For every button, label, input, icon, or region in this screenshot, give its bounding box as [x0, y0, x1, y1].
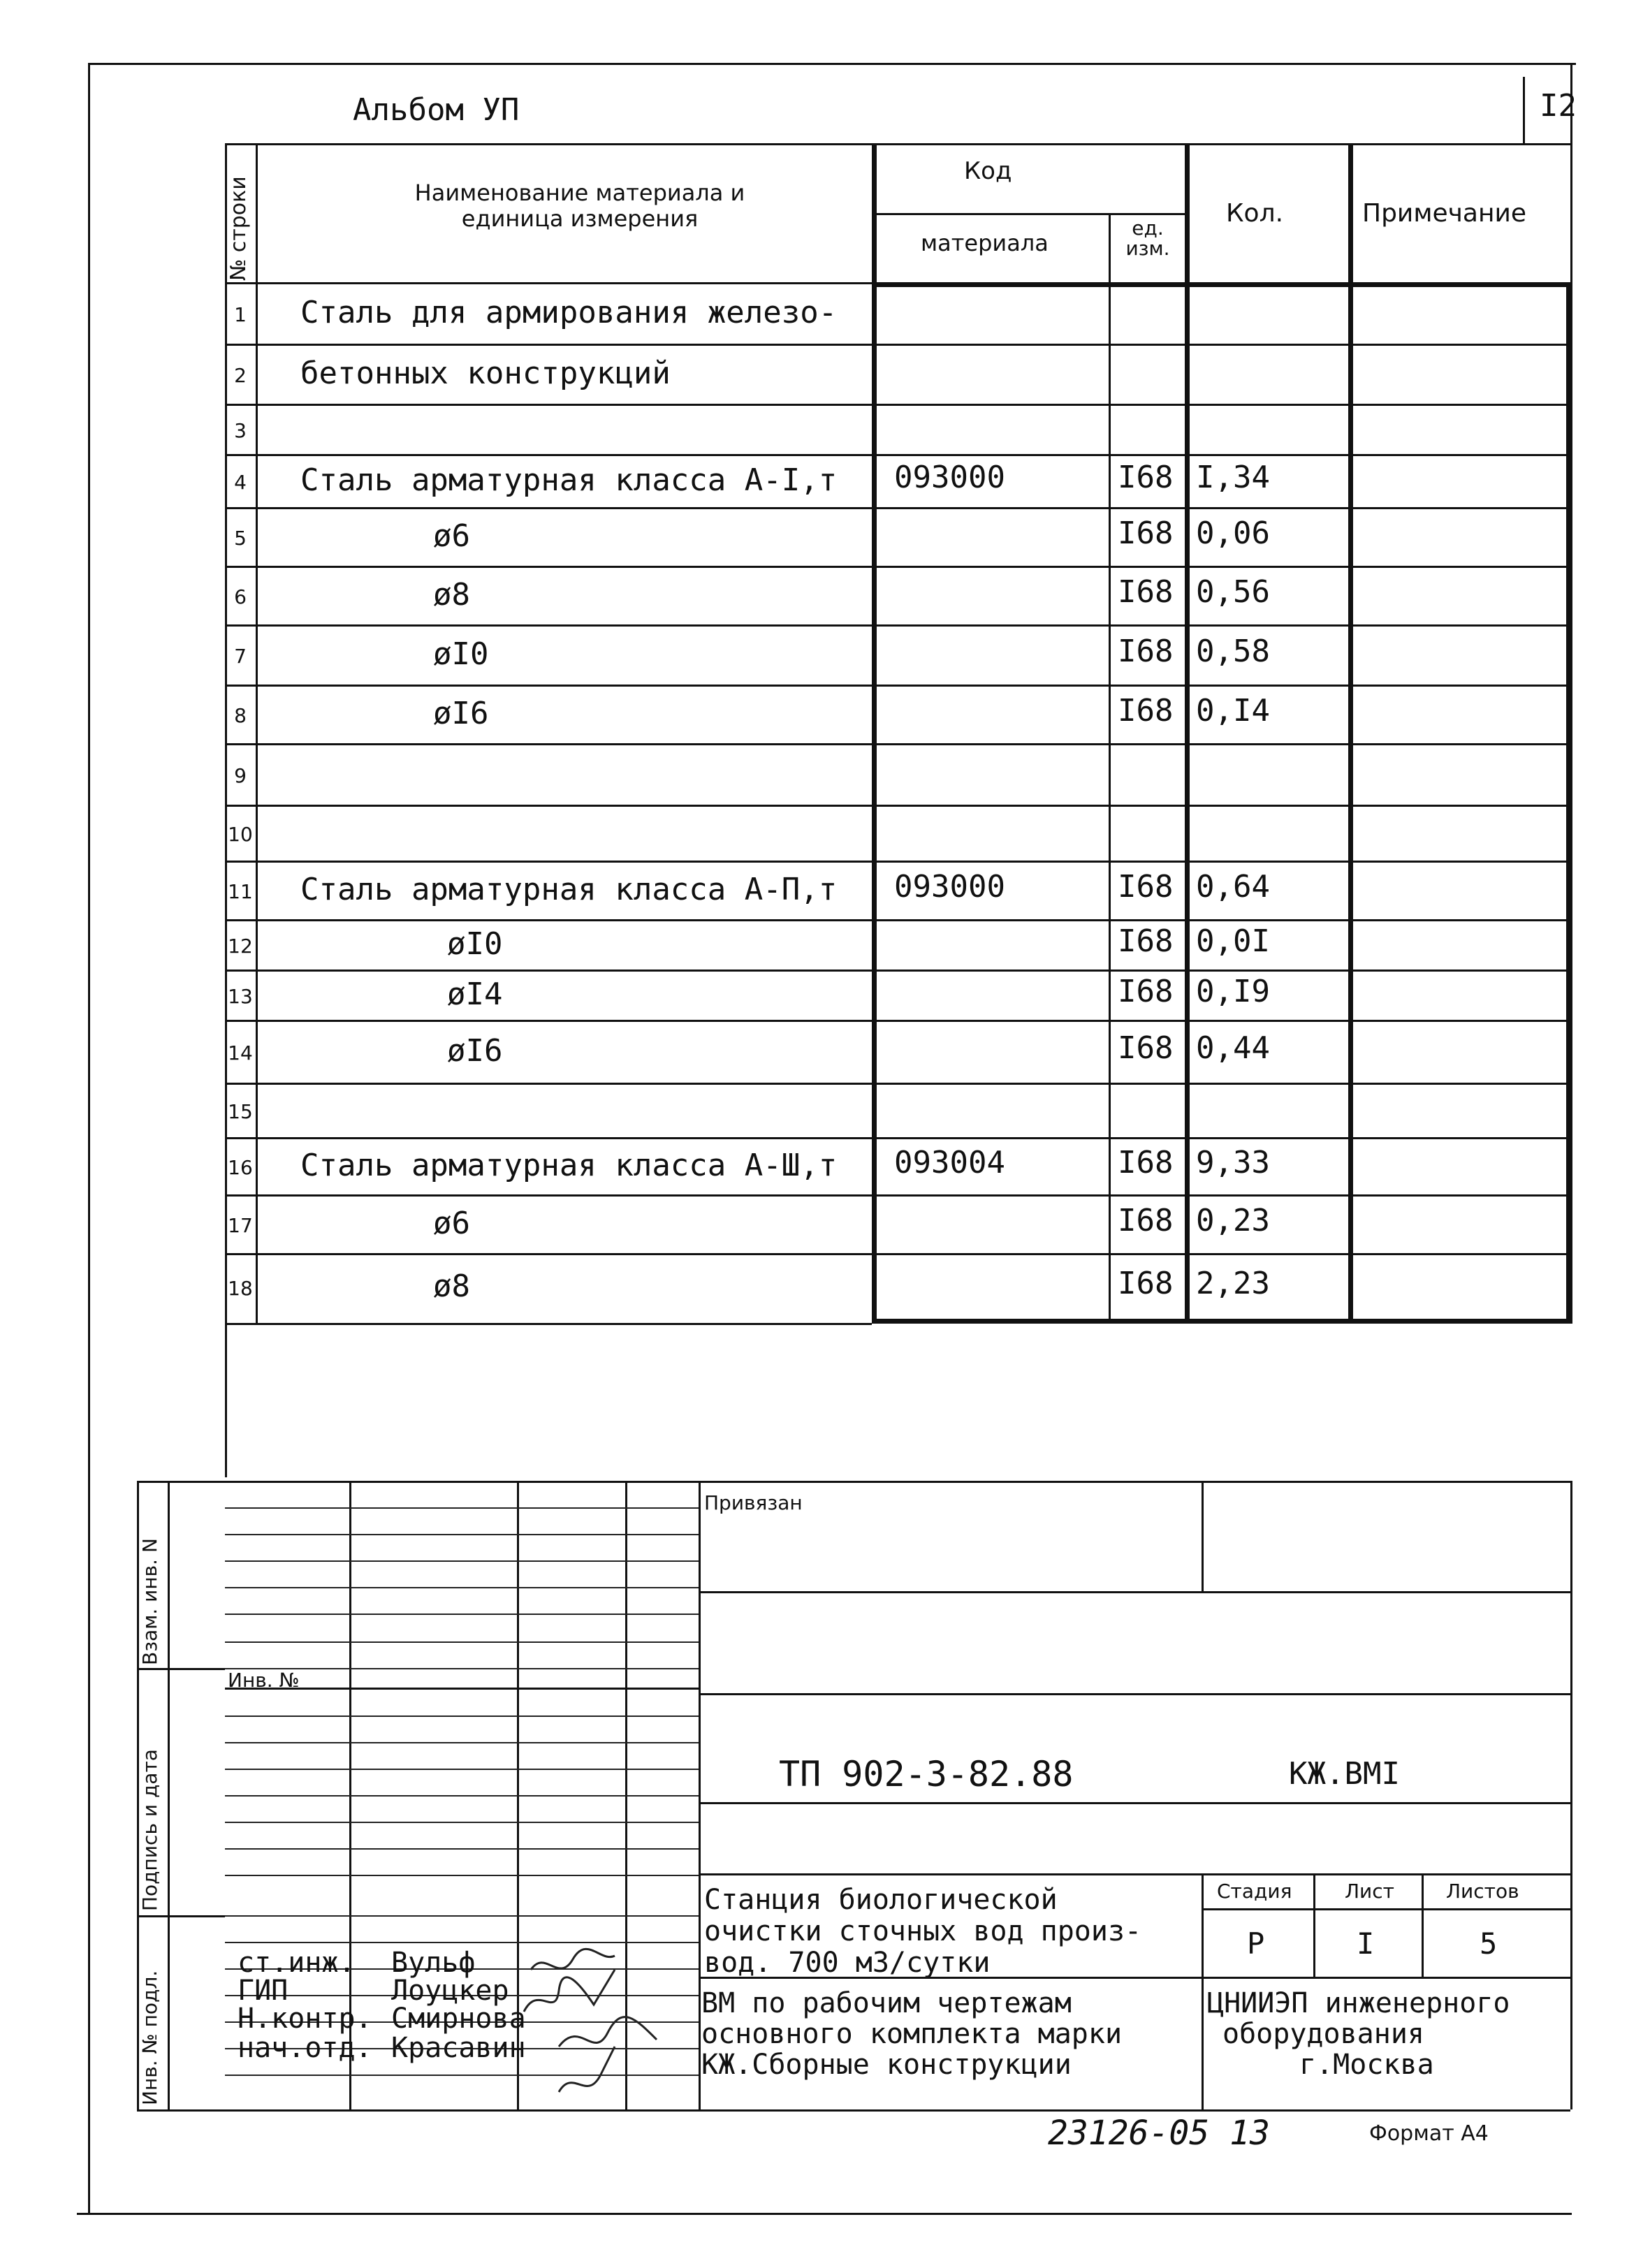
- sheet-label: Лист: [1345, 1880, 1394, 1903]
- row-divider: [225, 454, 1570, 456]
- row-number: 6: [234, 585, 247, 608]
- table-header-bottom: [225, 282, 872, 284]
- side-label-podpis: Подпись и дата: [138, 1749, 161, 1911]
- titleblock-grid-line: [225, 1742, 699, 1743]
- titleblock-left-inner: [168, 1481, 170, 2109]
- row-divider: [225, 1020, 1570, 1022]
- org-line-1: ЦНИИЭП инженерного: [1207, 1987, 1510, 2019]
- unit-code: I68: [1118, 515, 1174, 551]
- quantity: 0,0I: [1196, 923, 1270, 959]
- titleblock-grid-line: [225, 1915, 699, 1917]
- archive-number: 23126-05 13: [1048, 2114, 1270, 2153]
- format-label: Формат А4: [1369, 2121, 1489, 2146]
- doc-code: ТП 902-3-82.88: [779, 1754, 1074, 1794]
- titleblock-grid-line: [225, 1822, 699, 1823]
- frame-top-border: [88, 63, 1576, 65]
- tb-h-bottom: [699, 2109, 1570, 2112]
- staff-role: нач.отд.: [238, 2032, 372, 2064]
- row-divider: [225, 1083, 1570, 1085]
- col-code-header: Код: [964, 157, 1012, 185]
- unit-code: I68: [1118, 923, 1174, 959]
- sheet-value: I: [1357, 1926, 1375, 1961]
- staff-name: Красавин: [391, 2032, 526, 2064]
- staff-name: Смирнова: [391, 2003, 526, 2035]
- signature-marks: [517, 1942, 699, 2109]
- page-number-box: [1523, 77, 1525, 143]
- code-header-split: [872, 213, 1186, 215]
- titleblock-right: [1570, 1481, 1572, 2109]
- material-name: øI4: [447, 976, 503, 1012]
- col-note-header: Примечание: [1362, 199, 1527, 228]
- row-divider: [225, 1253, 1570, 1255]
- material-name: øI6: [433, 696, 489, 731]
- titleblock-grid-line: [225, 1875, 699, 1876]
- table-unit-divider: [1109, 213, 1111, 1324]
- sheet-title-3: КЖ.Сборные конструкции: [701, 2049, 1072, 2081]
- row-number: 3: [234, 419, 247, 442]
- table-code-border: [872, 143, 877, 1324]
- row-divider: [225, 344, 1570, 346]
- col-qty-header: Кол.: [1226, 199, 1284, 228]
- page-number: I2: [1540, 88, 1577, 124]
- row-number: 8: [234, 704, 247, 727]
- col-row-no-header: № строки: [226, 176, 251, 281]
- row-number: 5: [234, 527, 247, 550]
- stage-col-2: [1422, 1873, 1424, 1977]
- stage-value: Р: [1247, 1926, 1265, 1961]
- row-number: 2: [234, 364, 247, 387]
- tb-h-2: [699, 1693, 1570, 1695]
- unit-code: I68: [1118, 634, 1174, 669]
- material-code: 093004: [894, 1145, 1005, 1180]
- quantity: 0,I4: [1196, 693, 1270, 729]
- quantity: 0,58: [1196, 634, 1270, 669]
- titleblock-grid-line: [225, 1614, 699, 1615]
- quantity: 0,06: [1196, 515, 1270, 551]
- row-number: 14: [228, 1041, 253, 1065]
- quantity: 0,56: [1196, 574, 1270, 610]
- album-title: Альбом УП: [353, 92, 520, 128]
- side-split-2: [137, 1915, 225, 1917]
- row-divider: [225, 970, 1570, 972]
- quantity: 0,I9: [1196, 974, 1270, 1009]
- row-number: 18: [228, 1277, 253, 1300]
- row-number: 7: [234, 645, 247, 668]
- table-rowno-divider: [256, 143, 258, 1324]
- unit-code: I68: [1118, 460, 1174, 495]
- row-number: 9: [234, 764, 247, 787]
- tb-h-1: [699, 1591, 1570, 1593]
- row-number: 12: [228, 935, 253, 958]
- staff-role: ГИП: [238, 1975, 289, 2007]
- titleblock-grid-line: [225, 1507, 699, 1509]
- staff-name: Лоуцкер: [391, 1975, 509, 2007]
- quantity: 0,44: [1196, 1030, 1270, 1066]
- doc-mark: КЖ.ВМI: [1289, 1756, 1400, 1792]
- row-divider: [225, 624, 1570, 627]
- sheets-label: Листов: [1446, 1880, 1519, 1903]
- titleblock-grid-line: [225, 1795, 699, 1797]
- table-top-border: [225, 143, 1570, 145]
- row-divider: [225, 507, 1570, 509]
- titleblock-grid-line: [225, 1587, 699, 1588]
- table-body-bottom: [225, 1323, 872, 1325]
- material-name: ø6: [433, 518, 470, 554]
- row-number: 1: [234, 303, 247, 326]
- material-name: ø8: [433, 1268, 470, 1304]
- row-divider: [225, 805, 1570, 807]
- material-name: ø8: [433, 577, 470, 613]
- titleblock-main-divider: [699, 1481, 701, 2109]
- title-line-2: очистки сточных вод произ-: [704, 1915, 1142, 1947]
- privyazan-label: Привязан: [704, 1491, 803, 1514]
- quantity: 2,23: [1196, 1266, 1270, 1301]
- quantity: 0,23: [1196, 1203, 1270, 1238]
- row-number: 16: [228, 1156, 253, 1179]
- unit-code: I68: [1118, 1145, 1174, 1180]
- material-name: øI6: [447, 1033, 503, 1069]
- row-divider: [225, 404, 1570, 406]
- col-code-unit-header: ед. изм.: [1125, 217, 1170, 261]
- staff-role: ст.инж.: [238, 1947, 356, 1979]
- stage-col-1: [1313, 1873, 1315, 1977]
- row-divider: [225, 685, 1570, 687]
- frame-left-border: [88, 63, 90, 2214]
- material-name: Сталь арматурная класса А-I,т: [300, 462, 838, 498]
- row-number: 13: [228, 985, 253, 1008]
- material-code: 093000: [894, 460, 1005, 495]
- side-split-1: [137, 1668, 225, 1670]
- unit-code: I68: [1118, 1203, 1174, 1238]
- tb-h-bottom-left: [168, 2109, 699, 2112]
- row-divider: [225, 919, 1570, 921]
- row-divider: [225, 861, 1570, 863]
- material-code: 093000: [894, 869, 1005, 905]
- unit-code: I68: [1118, 693, 1174, 729]
- stage-label: Стадия: [1217, 1880, 1292, 1903]
- titleblock-grid-line: [225, 1641, 699, 1643]
- titleblock-grid-line: [225, 1534, 699, 1535]
- quantity: I,34: [1196, 460, 1270, 495]
- org-line-2: оборудования: [1222, 2018, 1424, 2050]
- inv-no-label: Инв. №: [228, 1669, 300, 1692]
- titleblock-grid-line: [225, 1715, 699, 1717]
- staff-role: Н.контр.: [238, 2003, 372, 2035]
- titleblock-top: [137, 1481, 1570, 1483]
- titleblock-grid-line: [225, 1848, 699, 1850]
- unit-code: I68: [1118, 1030, 1174, 1066]
- table-right-thick: [1566, 282, 1571, 1323]
- side-label-vzam: Взам. инв. N: [138, 1538, 161, 1665]
- titleblock-grid-line: [225, 1769, 699, 1770]
- table-body-bottom-thick: [872, 1319, 1570, 1324]
- material-name: Сталь для армирования железо-: [300, 295, 838, 330]
- material-name: ø6: [433, 1206, 470, 1241]
- row-number: 11: [228, 880, 253, 903]
- titleblock-grid-line: [225, 1560, 699, 1562]
- title-line-1: Станция биологической: [704, 1884, 1058, 1916]
- material-name: Сталь арматурная класса А-П,т: [300, 872, 838, 907]
- material-name: бетонных конструкций: [300, 356, 671, 391]
- material-name: øI0: [433, 636, 489, 672]
- unit-code: I68: [1118, 974, 1174, 1009]
- material-name: Сталь арматурная класса А-Ш,т: [300, 1148, 838, 1183]
- tb-h-3: [699, 1802, 1570, 1804]
- row-divider: [225, 1137, 1570, 1139]
- material-name: øI0: [447, 926, 503, 962]
- unit-code: I68: [1118, 1266, 1174, 1301]
- row-number: 10: [228, 823, 253, 846]
- sheet-title-2: основного комплекта марки: [701, 2018, 1123, 2050]
- org-line-3: г.Москва: [1299, 2049, 1434, 2081]
- frame-bottom-border: [77, 2213, 1572, 2215]
- row-number: 15: [228, 1100, 253, 1123]
- row-number: 4: [234, 471, 247, 494]
- table-note-border: [1348, 143, 1353, 1324]
- row-divider: [225, 566, 1570, 568]
- table-qty-border: [1185, 143, 1190, 1324]
- quantity: 9,33: [1196, 1145, 1270, 1180]
- side-label-inv-podl: Инв. № подл.: [138, 1970, 161, 2105]
- col-name-header: Наименование материала и единица измерения: [414, 180, 745, 232]
- sheet-title-1: ВМ по рабочим чертежам: [701, 1987, 1072, 2019]
- title-line-3: вод. 700 м3/сутки: [704, 1947, 991, 1979]
- staff-name: Вульф: [391, 1947, 476, 1979]
- col-code-material-header: материала: [921, 230, 1049, 256]
- row-divider: [225, 743, 1570, 745]
- stage-header-line: [1202, 1908, 1570, 1910]
- table-header-bottom-thick: [872, 282, 1570, 287]
- privyazan-split: [1202, 1481, 1204, 1591]
- row-divider: [225, 1194, 1570, 1197]
- row-number: 17: [228, 1214, 253, 1237]
- unit-code: I68: [1118, 869, 1174, 905]
- sheets-value: 5: [1480, 1926, 1498, 1961]
- quantity: 0,64: [1196, 869, 1270, 905]
- tb-h-4: [699, 1873, 1570, 1875]
- unit-code: I68: [1118, 574, 1174, 610]
